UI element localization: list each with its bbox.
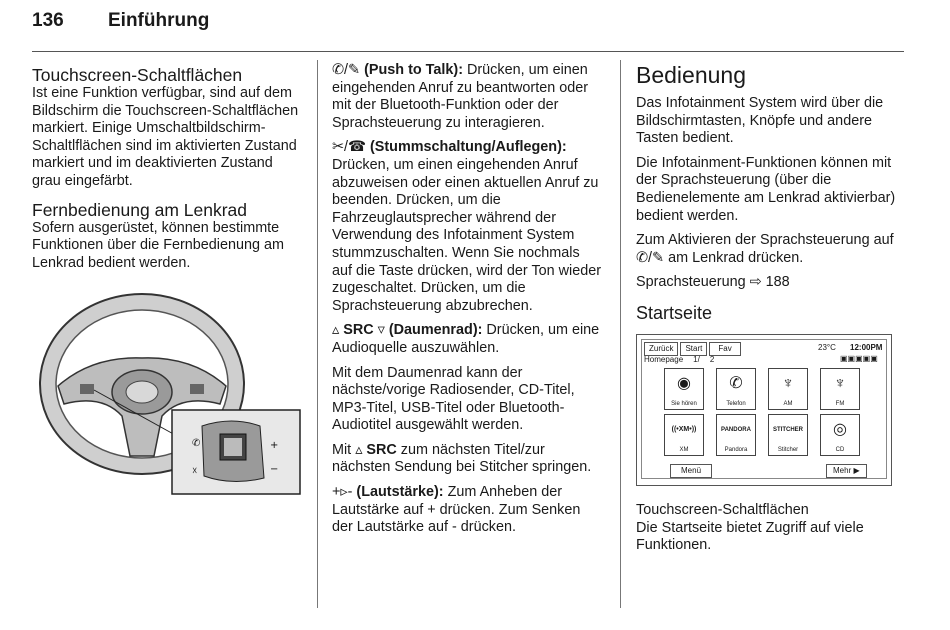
column-divider bbox=[620, 60, 621, 608]
tile-pandora[interactable]: PANDORA Pandora bbox=[716, 414, 756, 456]
push-to-talk-icon: ✆/✎ bbox=[332, 62, 361, 78]
play-arrow-icon: ▶ bbox=[853, 465, 860, 475]
pandora-logo: PANDORA bbox=[721, 426, 751, 433]
tab-fav[interactable]: Fav bbox=[709, 342, 740, 356]
term-text: Zum Anheben der Lautstärke auf + drücken. Zum Senken der Lautstärke auf - drücken. bbox=[332, 484, 581, 536]
src-down-icon: ▿ bbox=[377, 322, 385, 339]
radio-tower-icon: ♆ bbox=[782, 374, 794, 392]
status-icons: ▣▣▣▣▣ bbox=[840, 353, 878, 363]
column-3 bbox=[636, 62, 908, 555]
svg-text:+: + bbox=[270, 440, 279, 452]
section-heading: Startseite bbox=[636, 302, 713, 323]
tab-back[interactable]: Zurück bbox=[644, 342, 678, 356]
mute-hangup-icon: ✂/☎ bbox=[332, 139, 366, 156]
steering-wheel-illustration bbox=[32, 286, 302, 498]
paragraph bbox=[332, 62, 602, 132]
term-text: Drücken, um einen eingehenden Anruf abzuweisen oder einen aktuellen Anruf zu beenden. Drücken, um die Fahrzeuglautsprecher während der Verwendung des Infotainment System stummzuschalten. Wenn Sie nochmals auf die Taste drücken, wird der Ton wieder zugeschaltet. Drücken, um die Sprachsteuerung abzubrechen. bbox=[332, 156, 602, 314]
svg-text:☓: ☓ bbox=[192, 466, 198, 478]
tile-now-playing[interactable]: ◉ Sie hören bbox=[664, 368, 704, 410]
paragraph: Mit dem Daumenrad kann der nächste/vorige Radiosender, CD-Titel, MP3-Titel, USB-Titel oder Bluetooth-Audiotitel ausgewählt werden. bbox=[332, 364, 575, 434]
paragraph bbox=[332, 322, 602, 357]
chapter-title: Einführung bbox=[108, 10, 210, 31]
column-divider bbox=[317, 60, 318, 608]
disc-icon: ◎ bbox=[833, 420, 847, 438]
caption-text: Die Startseite bietet Zugriff auf viele Funktionen. bbox=[636, 519, 864, 554]
paragraph: Ist eine Funktion verfügbar, sind auf dem Bildschirm die Touchscreen-Schaltflächen markiert. Einige Umschaltbildschirm-Schaltlflächen sind im aktivierten Zustand markiert und im deaktivierten Zustand grau eingefärbt. bbox=[32, 85, 299, 189]
term-label: (Stummschaltung/Auflegen): bbox=[365, 139, 567, 156]
screen-tab-bar bbox=[644, 342, 741, 356]
radio-tower-icon: ♆ bbox=[834, 374, 846, 392]
tile-xm[interactable]: ((•XM•)) XM bbox=[664, 414, 704, 456]
term-label: (Push to Talk): bbox=[360, 62, 463, 78]
figure-caption bbox=[636, 502, 908, 555]
cross-reference[interactable]: Sprachsteuerung ⇨ 188 bbox=[636, 274, 790, 291]
clock: 12:00PM bbox=[850, 342, 883, 352]
term-label: SRC bbox=[366, 441, 397, 458]
paragraph: Sofern ausgerüstet, können bestimmte Funktionen über die Fernbedienung am Lenkrad bedient werden. bbox=[32, 219, 285, 271]
section-heading: Fernbedienung am Lenkrad bbox=[32, 199, 248, 220]
page-number: 136 bbox=[32, 10, 64, 31]
temperature: 23°C bbox=[818, 342, 836, 352]
more-button[interactable]: Mehr ▶ bbox=[826, 464, 867, 478]
paragraph: Mit ▵ SRC zum nächsten Titel/zur nächsten Sendung bei Stitcher springen. bbox=[332, 441, 592, 476]
paragraph bbox=[332, 484, 602, 537]
paragraph: Die Infotainment-Funktionen können mit der Sprachsteuerung (über die Bedienelemente am Lenkrad aktivierbar) bedient werden. bbox=[636, 154, 896, 224]
paragraph: Das Infotainment System wird über die Bildschirmtasten, Knöpfe und andere Tasten bedient. bbox=[636, 95, 884, 147]
homepage-label: Homepage bbox=[644, 354, 684, 364]
arrow-right-icon: ⇨ bbox=[749, 274, 762, 291]
column-1 bbox=[32, 62, 300, 498]
volume-icon: +▹- bbox=[332, 484, 353, 501]
xm-logo: ((•XM•)) bbox=[671, 425, 697, 433]
term-label: (Lautstärke): bbox=[352, 484, 444, 501]
column-2 bbox=[332, 62, 602, 537]
tile-phone[interactable]: ✆ Telefon bbox=[716, 368, 756, 410]
caption-title: Touchscreen-Schaltflächen bbox=[636, 501, 809, 518]
paragraph: Zum Aktivieren der Sprachsteuerung auf ✆/✎ am Lenkrad drücken. bbox=[636, 232, 894, 266]
term-label: (Daumenrad): bbox=[388, 322, 483, 339]
phone-icon: ✆ bbox=[729, 374, 743, 392]
speaker-icon: ◉ bbox=[677, 374, 691, 392]
tile-grid bbox=[664, 368, 860, 456]
push-to-talk-icon: ✆/✎ bbox=[636, 249, 665, 266]
menu-button[interactable]: Menü bbox=[670, 464, 712, 478]
home-screen-illustration bbox=[636, 334, 892, 486]
section-heading: Touchscreen-Schaltflächen bbox=[32, 65, 243, 85]
tile-cd[interactable]: ◎ CD bbox=[820, 414, 860, 456]
svg-text:−: − bbox=[270, 464, 279, 476]
tile-am[interactable]: ♆ AM bbox=[768, 368, 808, 410]
svg-text:✆: ✆ bbox=[192, 438, 201, 450]
page-header bbox=[32, 8, 904, 52]
term-label: SRC bbox=[343, 322, 374, 339]
paragraph bbox=[332, 139, 602, 315]
stitcher-logo: STITCHER bbox=[773, 426, 803, 433]
src-up-icon: ▵ bbox=[332, 322, 340, 339]
tab-start[interactable]: Start bbox=[680, 342, 707, 356]
tile-fm[interactable]: ♆ FM bbox=[820, 368, 860, 410]
section-title: Bedienung bbox=[636, 62, 746, 88]
src-up-icon: ▵ bbox=[355, 441, 363, 458]
term-text: Drücken, um einen eingehenden Anruf zu beantworten oder mit der Bluetooth-Funktion oder der Sprachsteuerung zu interagieren. bbox=[332, 62, 589, 131]
term-text: Drücken, um eine Audioquelle auszuwählen. bbox=[332, 322, 600, 356]
tile-stitcher[interactable]: STITCHER Stitcher bbox=[768, 414, 808, 456]
page-indicator: 1/ bbox=[693, 354, 700, 364]
page-total: 2 bbox=[709, 354, 715, 364]
